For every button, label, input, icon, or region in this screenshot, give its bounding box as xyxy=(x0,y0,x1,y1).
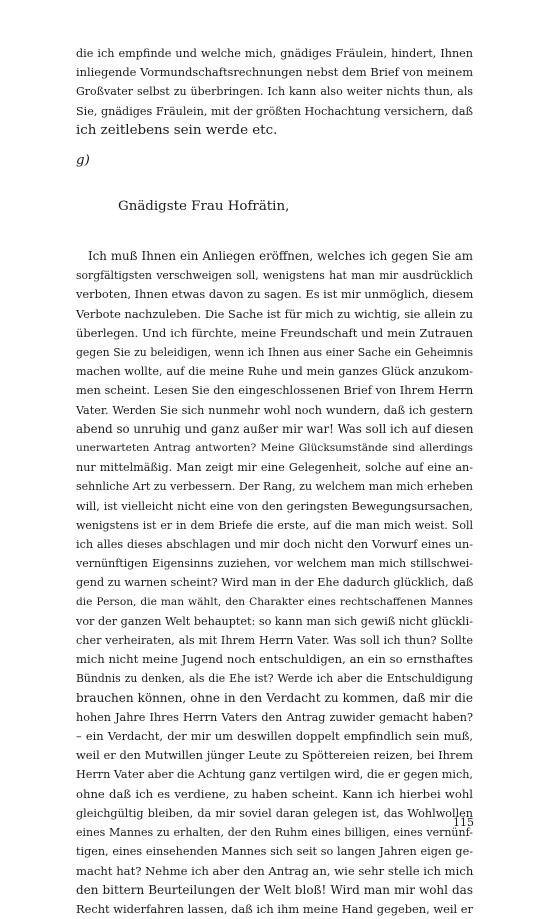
text-line: ich zeitlebens sein werde etc. xyxy=(76,122,278,138)
text-line: sehnliche Art zu verbessern. Der Rang, zu welchem man mich erheben xyxy=(76,480,473,494)
text-line: Sie, gnädiges Fräulein, mit der größten Hochachtung versichern, daß xyxy=(76,104,473,118)
text-line: verboten, Ihnen etwas davon zu sagen. Es ist mir unmöglich, diesem xyxy=(76,287,474,302)
text-line: abend so unruhig und ganz außer mir war! Was soll ich auf diesen xyxy=(76,421,474,436)
text-line: mich nicht meine Jugend noch entschuldigen, an ein so ernsthaftes xyxy=(76,652,473,667)
text-line: die ich empfinde und welche mich, gnädiges Fräulein, hindert, Ihnen xyxy=(76,47,473,60)
text-line: ich alles dieses abschlagen und mir doch nicht den Vorwurf eines un- xyxy=(76,538,473,552)
text-line: hohen Jahre Ihres Herrn Vaters den Antrag zuwider gemacht haben? xyxy=(76,710,473,724)
text-line: nur mittelmäßig. Man zeigt mir eine Gelegenheit, solche auf eine an- xyxy=(76,461,473,475)
text-line: vor der ganzen Welt behauptet: so kann man sich gewiß nicht glückli- xyxy=(76,614,473,628)
text-line: brauchen können, ohne in den Verdacht zu kommen, daß mir die xyxy=(76,690,473,705)
text-line: – ein Verdacht, der mir um deswillen doppelt empfindlich sein muß, xyxy=(76,729,473,744)
text-line: Großvater selbst zu überbringen. Ich kann also weiter nichts thun, als xyxy=(76,85,473,99)
text-line: cher verheiraten, als mit Ihrem Herrn Vater. Was soll ich thun? Sollte xyxy=(76,634,473,648)
text-line: inliegende Vormundschaftsrechnungen nebst dem Brief von meinem xyxy=(76,65,473,80)
text-line: macht hat? Nehme ich aber den Antrag an, wie sehr stelle ich mich xyxy=(76,863,474,878)
text-line: Herrn Vater aber die Achtung ganz vertilgen wird, die er gegen mich, xyxy=(76,768,473,782)
letter-body xyxy=(76,247,473,919)
text-line: ohne daß ich es verdiene, zu haben scheint. Kann ich hierbei wohl xyxy=(76,786,473,801)
text-line: Ich muß Ihnen ein Anliegen eröffnen, welches ich gegen Sie am xyxy=(88,249,473,263)
text-line: Bündnis zu denken, als die Ehe ist? Werde ich aber die Entschuldigung xyxy=(76,672,473,686)
text-line: gegen Sie zu beleidigen, wenn ich Ihnen aus einer Sache ein Geheimnis xyxy=(76,346,473,360)
text-line: eines Mannes zu erhalten, der den Ruhm eines billigen, eines vernünf- xyxy=(76,826,473,840)
text-line: Vater. Werden Sie sich nunmehr wohl noch wundern, daß ich gestern xyxy=(76,403,473,417)
text-line: tigen, eines einsehenden Mannes sich seit so langen Jahren eigen ge- xyxy=(76,845,473,859)
text-line: gend zu warnen scheint? Wird man in der Ehe dadurch glücklich, daß xyxy=(76,576,474,590)
text-line: wenigstens ist er in dem Briefe die erste, auf die man mich weist. Soll xyxy=(76,518,473,532)
text-line: weil er den Mutwillen jünger Leute zu Spöttereien reizen, bei Ihrem xyxy=(76,748,473,763)
letter-salutation: Gnädigste Frau Hofrätin, xyxy=(118,199,290,214)
text-line: sorgfältigsten verschweigen soll, wenigstens hat man mir ausdrücklich xyxy=(76,269,473,283)
section-label: g) xyxy=(76,153,90,168)
text-line: überlegen. Und ich fürchte, meine Freundschaft und mein Zutrauen xyxy=(76,325,473,340)
text-line: Recht widerfahren lassen, daß ich ihm meine Hand gegeben, weil er xyxy=(76,901,473,916)
text-line: vernünftigen Eigensinns zuziehen, vor welchem man mich stillschwei- xyxy=(76,557,473,571)
intro-paragraph xyxy=(76,44,473,140)
text-line: unerwarteten Antrag antworten? Meine Glücksumstände sind allerdings xyxy=(76,442,473,455)
text-line: den bittern Beurteilungen der Welt bloß! Wird man mir wohl das xyxy=(76,882,473,897)
text-line: gleichgültig bleiben, da mir soviel daran gelegen ist, das Wohlwollen xyxy=(76,806,473,820)
text-line: Verbote nachzuleben. Die Sache ist für mich zu wichtig, sie allein zu xyxy=(76,306,473,321)
text-line: machen wollte, auf die meine Ruhe und mein ganzes Glück anzukom- xyxy=(76,365,473,379)
text-line: men scheint. Lesen Sie den eingeschlossenen Brief von Ihrem Herrn xyxy=(76,383,474,398)
text-line: die Person, die man wählt, den Charakter eines rechtschaffenen Mannes xyxy=(76,595,473,608)
text-line: will, ist vielleicht nicht eine von den geringsten Bewegungsursachen, xyxy=(76,499,473,513)
page-number: 115 xyxy=(453,816,474,829)
